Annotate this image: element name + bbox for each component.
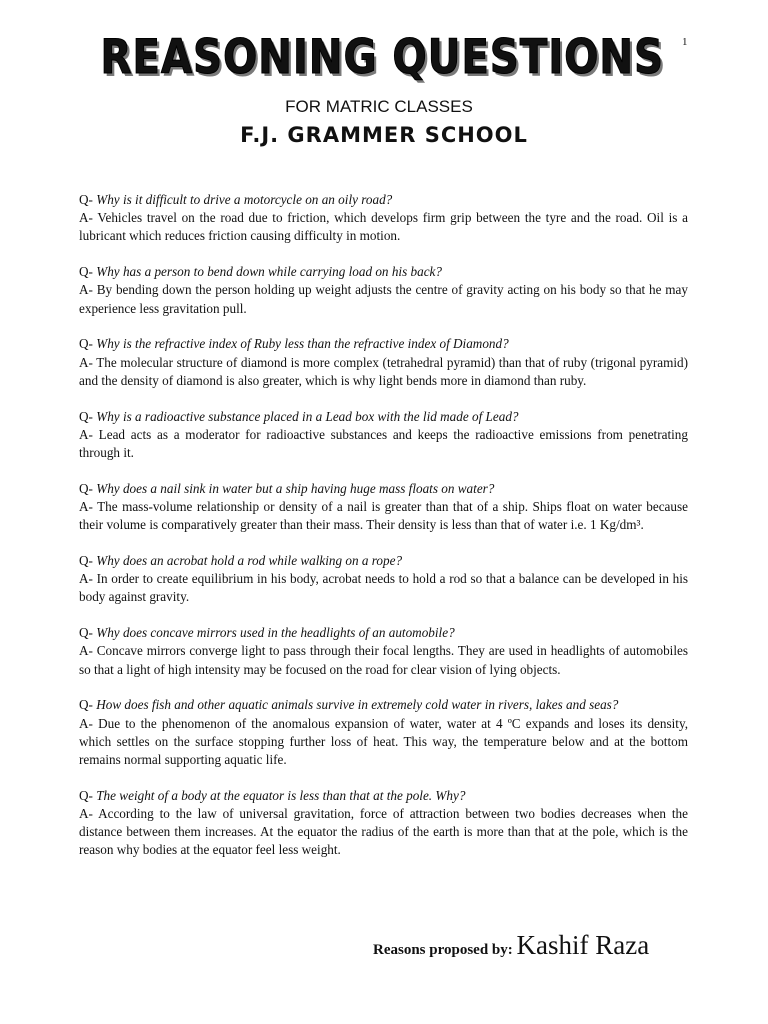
answer-text: Vehicles travel on the road due to friction, which develops firm grip between the tyre and the road. Oil is a lubricant which reduces friction causing difficulty in motion. — [79, 210, 688, 244]
question-text: Why has a person to bend down while carrying load on his back? — [96, 264, 442, 280]
question — [79, 263, 688, 281]
answer — [79, 715, 688, 770]
question-text: Why does a nail sink in water but a ship having huge mass floats on water? — [96, 480, 495, 496]
answer-text: The mass-volume relationship or density of a nail is greater than that of a ship. Ships float on water because their volume is comparatively greater than their mass. Their density is less than that of water i.e. 1 Kg/dm³. — [79, 499, 688, 533]
question — [79, 696, 688, 714]
qa-item — [79, 191, 688, 246]
question-text: Why does concave mirrors used in the headlights of an automobile? — [96, 625, 455, 641]
answer-prefix: A- — [79, 715, 99, 731]
question — [79, 624, 688, 642]
answer-prefix: A- — [79, 282, 97, 298]
qa-item — [79, 552, 688, 607]
answer-text: Concave mirrors converge light to pass through their focal lengths. They are used in headlights of automobiles so that a light of high intensity may be focused on the road for clear vision of lying objects. — [79, 643, 688, 677]
qa-item — [79, 696, 688, 769]
question-prefix: Q- — [79, 192, 97, 207]
question — [79, 552, 688, 570]
signature-label: Reasons proposed by: — [373, 942, 517, 958]
question-prefix: Q- — [79, 787, 97, 803]
question-prefix: Q- — [79, 697, 97, 713]
question-text: How does fish and other aquatic animals survive in extremely cold water in rivers, lakes and seas? — [96, 697, 619, 713]
answer-prefix: A- — [79, 499, 98, 515]
qa-item — [79, 480, 688, 535]
qa-item — [79, 263, 688, 318]
qa-item — [79, 408, 688, 463]
answer-prefix: A- — [79, 571, 97, 587]
answer — [79, 805, 688, 860]
answer-prefix: A- — [79, 426, 99, 442]
signature — [373, 930, 689, 961]
question — [79, 191, 688, 209]
question — [79, 787, 688, 805]
qa-item — [79, 787, 688, 860]
qa-item — [79, 624, 688, 679]
qa-list — [79, 191, 688, 877]
answer-prefix: A- — [79, 210, 98, 226]
question-text: Why is it difficult to drive a motorcycle on an oily road? — [96, 192, 393, 207]
question-text: Why is a radioactive substance placed in a Lead box with the lid made of Lead? — [96, 408, 519, 424]
qa-item — [79, 335, 688, 390]
answer-prefix: A- — [79, 354, 97, 370]
answer — [79, 281, 688, 317]
answer — [79, 209, 688, 245]
answer-text: The molecular structure of diamond is more complex (tetrahedral pyramid) than that of ruby (trigonal pyramid) and the density of diamond is also greater, which is why light bends more in diamond than ruby. — [79, 354, 688, 388]
answer-text: By bending down the person holding up weight adjusts the centre of gravity acting on his body so that he may experience less gravitation pull. — [79, 282, 688, 316]
answer — [79, 426, 688, 462]
answer-text: According to the law of universal gravitation, force of attraction between two bodies decreases when the distance between them increases. At the equator the radius of the earth is more than that at the pole, which is the reason why bodies at the equator feel less weight. — [79, 806, 689, 858]
question-prefix: Q- — [79, 480, 97, 496]
page-number: 1 — [682, 36, 688, 48]
question — [79, 480, 688, 498]
author-name: Kashif Raza — [516, 930, 650, 960]
page-title: REASONING QUESTIONS — [100, 30, 664, 85]
answer — [79, 354, 688, 390]
answer-text: In order to create equilibrium in his body, acrobat needs to hold a rod so that a balance can be developed in his body against gravity. — [79, 571, 688, 605]
answer — [79, 498, 688, 534]
question-text: The weight of a body at the equator is less than that at the pole. Why? — [96, 787, 466, 803]
answer-text: Lead acts as a moderator for radioactive substances and keeps the radioactive emissions from penetrating through it. — [79, 426, 688, 461]
question-prefix: Q- — [79, 553, 97, 569]
question — [79, 335, 688, 353]
question-text: Why is the refractive index of Ruby less than the refractive index of Diamond? — [96, 336, 509, 352]
page-subtitle: FOR MATRIC CLASSES — [285, 97, 473, 116]
question-prefix: Q- — [79, 408, 97, 424]
answer — [79, 642, 688, 678]
question-prefix: Q- — [79, 625, 97, 641]
answer — [79, 570, 688, 606]
answer-prefix: A- — [79, 806, 99, 822]
question-prefix: Q- — [79, 336, 97, 352]
school-name: F.J. GRAMMER SCHOOL — [240, 123, 528, 147]
question-text: Why does an acrobat hold a rod while walking on a rope? — [96, 553, 403, 569]
answer-prefix: A- — [79, 643, 97, 659]
question-prefix: Q- — [79, 264, 97, 280]
question — [79, 408, 688, 426]
answer-text: Due to the phenomenon of the anomalous expansion of water, water at 4 ºC expands and loses its density, which settles on the surface stopping further loss of heat. This way, the temperature below and at the bottom remains normal supporting aquatic life. — [79, 715, 688, 768]
